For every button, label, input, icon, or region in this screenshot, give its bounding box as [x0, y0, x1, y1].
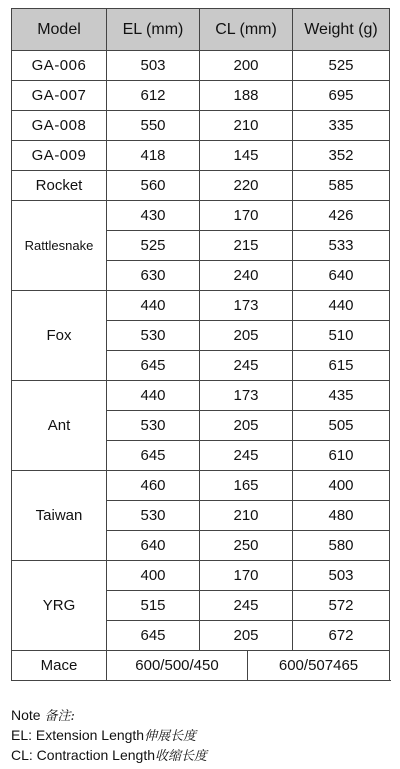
header-model: Model — [12, 9, 107, 51]
note-label: Note — [11, 707, 41, 723]
model-group-cell: Ant — [12, 381, 107, 471]
model-cell: GA-008 — [12, 111, 107, 141]
el-cjk: 伸展长度 — [144, 729, 197, 744]
cl-cell: 250 — [200, 531, 293, 561]
header-weight: Weight (g) — [293, 9, 390, 51]
weight-cell: 525 — [293, 51, 390, 81]
el-text: : Extension Length — [28, 727, 145, 743]
el-cell: 630 — [107, 261, 200, 291]
cl-note-line — [11, 746, 391, 766]
cl-cell: 245 — [200, 591, 293, 621]
model-cell: GA-006 — [12, 51, 107, 81]
weight-cell: 352 — [293, 141, 390, 171]
model-cell: Rocket — [12, 171, 107, 201]
notes — [11, 706, 391, 766]
table-row — [12, 291, 390, 321]
table-row — [12, 561, 390, 591]
cl-cell: 145 — [200, 141, 293, 171]
weight-cell: 672 — [293, 621, 390, 651]
el-cell: 400 — [107, 561, 200, 591]
header-row — [12, 9, 390, 51]
el-cell: 612 — [107, 81, 200, 111]
weight-cell: 585 — [293, 171, 390, 201]
model-cell: Mace — [12, 651, 107, 681]
weight-cell: 580 — [293, 531, 390, 561]
el-cell: 440 — [107, 291, 200, 321]
el-cell: 645 — [107, 621, 200, 651]
table-row — [12, 51, 390, 81]
mace-values-cell — [107, 651, 390, 681]
model-group-cell: YRG — [12, 561, 107, 651]
cl-cell: 173 — [200, 291, 293, 321]
weight-cell: 335 — [293, 111, 390, 141]
model-cell: GA-009 — [12, 141, 107, 171]
table-row — [12, 81, 390, 111]
weight-cell: 533 — [293, 231, 390, 261]
cl-cell: 165 — [200, 471, 293, 501]
el-cell: 430 — [107, 201, 200, 231]
cl-text: : Contraction Length — [28, 747, 155, 763]
cl-cell: 220 — [200, 171, 293, 201]
el-cell: 645 — [107, 351, 200, 381]
spec-table — [11, 8, 390, 681]
weight-cell: 610 — [293, 441, 390, 471]
weight-cell: 400 — [293, 471, 390, 501]
el-cell: 515 — [107, 591, 200, 621]
cl-cell: 200 — [200, 51, 293, 81]
cl-cjk: 收缩长度 — [155, 749, 208, 764]
el-cell: 440 — [107, 381, 200, 411]
cl-cell: 210 — [200, 501, 293, 531]
cl-cell: 170 — [200, 561, 293, 591]
weight-cell: 640 — [293, 261, 390, 291]
cl-cell: 245 — [200, 351, 293, 381]
header-cl: CL (mm) — [200, 9, 293, 51]
weight-cell: 440 — [293, 291, 390, 321]
mace-other: 600/507465 — [278, 657, 359, 674]
weight-cell: 510 — [293, 321, 390, 351]
cl-cell: 245 — [200, 441, 293, 471]
weight-cell: 572 — [293, 591, 390, 621]
cl-abbr: CL — [11, 747, 29, 763]
mace-lengths: 600/500/450 — [107, 651, 248, 680]
table-row — [12, 171, 390, 201]
note-line — [11, 706, 391, 726]
weight-cell: 695 — [293, 81, 390, 111]
weight-cell: 480 — [293, 501, 390, 531]
table-row — [12, 201, 390, 231]
model-group-cell: Rattlesnake — [12, 201, 107, 291]
el-cell: 645 — [107, 441, 200, 471]
weight-cell: 426 — [293, 201, 390, 231]
el-note-line — [11, 726, 391, 746]
mace-row — [12, 651, 390, 681]
el-cell: 550 — [107, 111, 200, 141]
el-cell: 418 — [107, 141, 200, 171]
note-cjk: 备注: — [44, 709, 75, 724]
el-cell: 640 — [107, 531, 200, 561]
cl-cell: 205 — [200, 621, 293, 651]
cl-cell: 173 — [200, 381, 293, 411]
cl-cell: 215 — [200, 231, 293, 261]
table-row — [12, 141, 390, 171]
weight-cell: 435 — [293, 381, 390, 411]
cl-cell: 205 — [200, 321, 293, 351]
cl-cell: 170 — [200, 201, 293, 231]
header-el: EL (mm) — [107, 9, 200, 51]
cl-cell: 210 — [200, 111, 293, 141]
model-cell: GA-007 — [12, 81, 107, 111]
weight-cell: 503 — [293, 561, 390, 591]
el-abbr: EL — [11, 727, 29, 743]
table-row — [12, 111, 390, 141]
weight-cell: 615 — [293, 351, 390, 381]
el-cell: 530 — [107, 321, 200, 351]
model-group-cell: Taiwan — [12, 471, 107, 561]
cl-cell: 188 — [200, 81, 293, 111]
table-row — [12, 381, 390, 411]
weight-cell: 505 — [293, 411, 390, 441]
el-cell: 530 — [107, 411, 200, 441]
el-cell: 560 — [107, 171, 200, 201]
el-cell: 525 — [107, 231, 200, 261]
el-cell: 530 — [107, 501, 200, 531]
table-row — [12, 471, 390, 501]
cl-cell: 205 — [200, 411, 293, 441]
cl-cell: 240 — [200, 261, 293, 291]
model-group-cell: Fox — [12, 291, 107, 381]
el-cell: 460 — [107, 471, 200, 501]
el-cell: 503 — [107, 51, 200, 81]
